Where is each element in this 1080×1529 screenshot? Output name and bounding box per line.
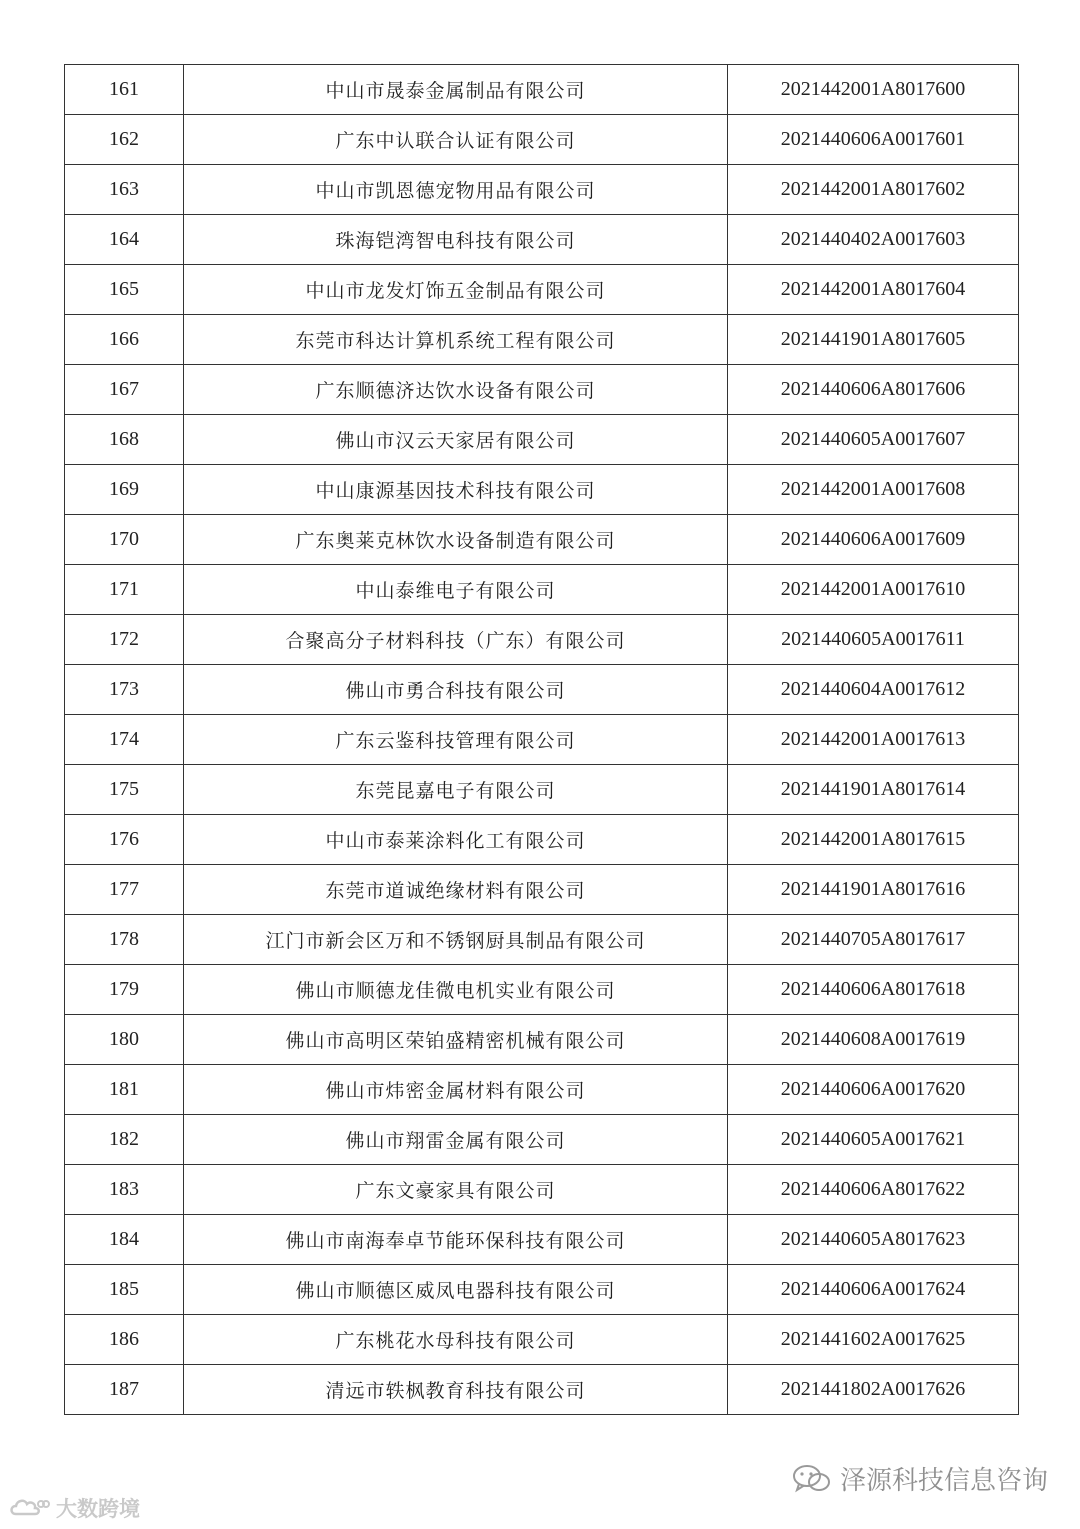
serial-number-cell: 169 <box>65 465 184 515</box>
serial-number-cell: 171 <box>65 565 184 615</box>
serial-number-cell: 174 <box>65 715 184 765</box>
table-row <box>65 415 1019 465</box>
company-name-cell: 东莞昆嘉电子有限公司 <box>184 765 728 815</box>
company-name-cell: 佛山市炜密金属材料有限公司 <box>184 1065 728 1115</box>
serial-number-cell: 185 <box>65 1265 184 1315</box>
serial-number-cell: 186 <box>65 1315 184 1365</box>
serial-number-cell: 172 <box>65 615 184 665</box>
serial-number-cell: 180 <box>65 1015 184 1065</box>
registration-code-cell: 2021442001A0017613 <box>728 715 1019 765</box>
serial-number-cell: 183 <box>65 1165 184 1215</box>
registration-code-cell: 2021442001A0017608 <box>728 465 1019 515</box>
company-name-cell: 佛山市汉云天家居有限公司 <box>184 415 728 465</box>
table-row <box>65 1165 1019 1215</box>
registration-code-cell: 2021440605A8017623 <box>728 1215 1019 1265</box>
company-name-cell: 广东云鉴科技管理有限公司 <box>184 715 728 765</box>
registration-code-cell: 2021441802A0017626 <box>728 1365 1019 1415</box>
company-name-cell: 佛山市勇合科技有限公司 <box>184 665 728 715</box>
registration-code-cell: 2021440605A0017621 <box>728 1115 1019 1165</box>
company-name-cell: 广东桃花水母科技有限公司 <box>184 1315 728 1365</box>
table-row <box>65 665 1019 715</box>
table-row <box>65 615 1019 665</box>
table-body <box>65 65 1019 1415</box>
registration-code-cell: 2021441901A8017614 <box>728 765 1019 815</box>
table-row <box>65 215 1019 265</box>
registration-code-cell: 2021440606A0017620 <box>728 1065 1019 1115</box>
registration-code-cell: 2021442001A8017615 <box>728 815 1019 865</box>
registration-code-cell: 2021440606A0017601 <box>728 115 1019 165</box>
serial-number-cell: 187 <box>65 1365 184 1415</box>
company-name-cell: 佛山市顺德区威凤电器科技有限公司 <box>184 1265 728 1315</box>
company-name-cell: 中山市晟泰金属制品有限公司 <box>184 65 728 115</box>
serial-number-cell: 168 <box>65 415 184 465</box>
serial-number-cell: 163 <box>65 165 184 215</box>
table-row <box>65 115 1019 165</box>
company-name-cell: 清远市轶枫教育科技有限公司 <box>184 1365 728 1415</box>
registration-code-cell: 2021442001A0017610 <box>728 565 1019 615</box>
table-row <box>65 1115 1019 1165</box>
serial-number-cell: 181 <box>65 1065 184 1115</box>
serial-number-cell: 161 <box>65 65 184 115</box>
company-name-cell: 东莞市科达计算机系统工程有限公司 <box>184 315 728 365</box>
company-name-cell: 中山市泰莱涂料化工有限公司 <box>184 815 728 865</box>
registration-table <box>64 64 1019 1415</box>
registration-code-cell: 2021440604A0017612 <box>728 665 1019 715</box>
registration-code-cell: 2021440606A8017606 <box>728 365 1019 415</box>
registration-code-cell: 2021440606A0017624 <box>728 1265 1019 1315</box>
watermark-right-text: 泽源科技信息咨询 <box>839 1466 1048 1496</box>
watermark-left-text: 大数跨境 <box>56 1497 140 1521</box>
table-row <box>65 315 1019 365</box>
serial-number-cell: 162 <box>65 115 184 165</box>
company-name-cell: 广东奥莱克林饮水设备制造有限公司 <box>184 515 728 565</box>
company-name-cell: 珠海铠湾智电科技有限公司 <box>184 215 728 265</box>
registration-code-cell: 2021442001A8017602 <box>728 165 1019 215</box>
table-row <box>65 1365 1019 1415</box>
serial-number-cell: 182 <box>65 1115 184 1165</box>
company-name-cell: 中山康源基因技术科技有限公司 <box>184 465 728 515</box>
table-row <box>65 1265 1019 1315</box>
table-row <box>65 265 1019 315</box>
serial-number-cell: 166 <box>65 315 184 365</box>
watermark-bottom-left <box>8 1493 140 1523</box>
company-name-cell: 广东顺德济达饮水设备有限公司 <box>184 365 728 415</box>
registration-code-cell: 2021440605A0017607 <box>728 415 1019 465</box>
registration-code-cell: 2021440705A8017617 <box>728 915 1019 965</box>
table-row <box>65 715 1019 765</box>
company-name-cell: 江门市新会区万和不锈钢厨具制品有限公司 <box>184 915 728 965</box>
registration-code-cell: 2021440402A0017603 <box>728 215 1019 265</box>
company-name-cell: 中山市凯恩德宠物用品有限公司 <box>184 165 728 215</box>
table-row <box>65 765 1019 815</box>
registration-code-cell: 2021442001A8017604 <box>728 265 1019 315</box>
table-row <box>65 865 1019 915</box>
registration-code-cell: 2021442001A8017600 <box>728 65 1019 115</box>
serial-number-cell: 173 <box>65 665 184 715</box>
table-row <box>65 1215 1019 1265</box>
table-row <box>65 965 1019 1015</box>
table-row <box>65 565 1019 615</box>
table-row <box>65 515 1019 565</box>
serial-number-cell: 165 <box>65 265 184 315</box>
registration-code-cell: 2021440606A8017618 <box>728 965 1019 1015</box>
serial-number-cell: 184 <box>65 1215 184 1265</box>
registration-code-cell: 2021441901A8017616 <box>728 865 1019 915</box>
table-row <box>65 1015 1019 1065</box>
registration-code-cell: 2021440606A8017622 <box>728 1165 1019 1215</box>
table-row <box>65 1315 1019 1365</box>
serial-number-cell: 167 <box>65 365 184 415</box>
company-name-cell: 佛山市南海奉卓节能环保科技有限公司 <box>184 1215 728 1265</box>
registration-code-cell: 2021441602A0017625 <box>728 1315 1019 1365</box>
watermark-bottom-right <box>792 1460 1048 1497</box>
company-name-cell: 佛山市翔雷金属有限公司 <box>184 1115 728 1165</box>
company-name-cell: 中山市龙发灯饰五金制品有限公司 <box>184 265 728 315</box>
serial-number-cell: 179 <box>65 965 184 1015</box>
table-row <box>65 815 1019 865</box>
table-row <box>65 915 1019 965</box>
cloud-logo-icon <box>8 1496 50 1520</box>
table-row <box>65 365 1019 415</box>
serial-number-cell: 164 <box>65 215 184 265</box>
registration-table-container <box>64 64 1015 1415</box>
company-name-cell: 佛山市高明区荣铂盛精密机械有限公司 <box>184 1015 728 1065</box>
company-name-cell: 合聚高分子材料科技（广东）有限公司 <box>184 615 728 665</box>
serial-number-cell: 176 <box>65 815 184 865</box>
table-row <box>65 465 1019 515</box>
company-name-cell: 广东中认联合认证有限公司 <box>184 115 728 165</box>
serial-number-cell: 178 <box>65 915 184 965</box>
table-row <box>65 65 1019 115</box>
registration-code-cell: 2021440606A0017609 <box>728 515 1019 565</box>
table-row <box>65 165 1019 215</box>
table-row <box>65 1065 1019 1115</box>
registration-code-cell: 2021440605A0017611 <box>728 615 1019 665</box>
company-name-cell: 广东文豪家具有限公司 <box>184 1165 728 1215</box>
serial-number-cell: 175 <box>65 765 184 815</box>
wechat-icon <box>792 1463 832 1495</box>
company-name-cell: 东莞市道诚绝缘材料有限公司 <box>184 865 728 915</box>
serial-number-cell: 170 <box>65 515 184 565</box>
serial-number-cell: 177 <box>65 865 184 915</box>
company-name-cell: 中山泰维电子有限公司 <box>184 565 728 615</box>
registration-code-cell: 2021441901A8017605 <box>728 315 1019 365</box>
company-name-cell: 佛山市顺德龙佳微电机实业有限公司 <box>184 965 728 1015</box>
registration-code-cell: 2021440608A0017619 <box>728 1015 1019 1065</box>
